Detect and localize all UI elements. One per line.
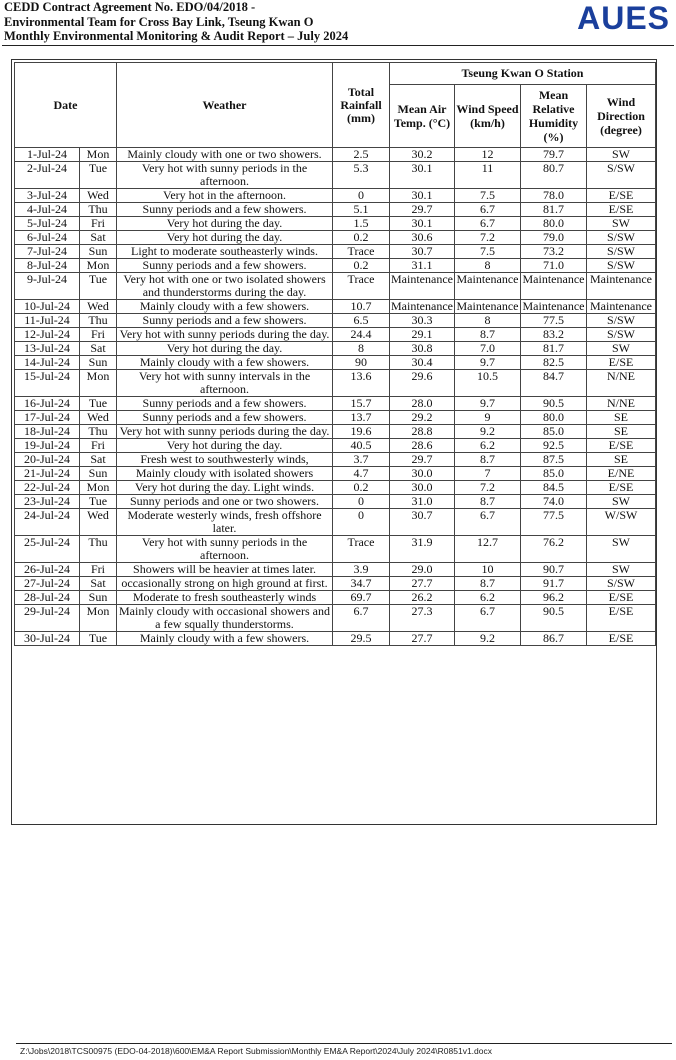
- table-row: [15, 411, 656, 425]
- wind-direction-cell: E/SE: [587, 356, 656, 370]
- day-cell: Mon: [80, 370, 117, 397]
- wind-speed-cell: 7.2: [455, 231, 521, 245]
- report-header: [4, 0, 444, 44]
- wind-direction-cell: N/NE: [587, 397, 656, 411]
- weather-cell: Very hot during the day. Light winds.: [117, 481, 333, 495]
- date-cell: 1-Jul-24: [15, 148, 80, 162]
- wind-speed-cell: 9.7: [455, 397, 521, 411]
- wind-speed-cell: 6.7: [455, 605, 521, 632]
- weather-cell: Mainly cloudy with a few showers.: [117, 300, 333, 314]
- header-date: Date: [15, 63, 117, 148]
- weather-cell: Sunny periods and one or two showers.: [117, 495, 333, 509]
- weather-cell: Very hot during the day.: [117, 439, 333, 453]
- rainfall-cell: 6.7: [333, 605, 390, 632]
- weather-cell: Moderate to fresh southeasterly winds: [117, 591, 333, 605]
- humidity-cell: 81.7: [521, 203, 587, 217]
- table-row: [15, 259, 656, 273]
- weather-cell: Very hot in the afternoon.: [117, 189, 333, 203]
- date-cell: 20-Jul-24: [15, 453, 80, 467]
- rainfall-cell: Trace: [333, 273, 390, 300]
- rainfall-cell: 90: [333, 356, 390, 370]
- weather-cell: Very hot with sunny periods in the afternoon.: [117, 162, 333, 189]
- weather-cell: Sunny periods and a few showers.: [117, 203, 333, 217]
- rainfall-cell: 4.7: [333, 467, 390, 481]
- wind-speed-cell: 7.5: [455, 245, 521, 259]
- header-wind-speed: Wind Speed (km/h): [455, 85, 521, 148]
- wind-direction-cell: SW: [587, 563, 656, 577]
- date-cell: 28-Jul-24: [15, 591, 80, 605]
- temp-cell: 29.7: [390, 453, 455, 467]
- rainfall-cell: 69.7: [333, 591, 390, 605]
- rainfall-cell: 0.2: [333, 259, 390, 273]
- rainfall-cell: 19.6: [333, 425, 390, 439]
- table-row: [15, 217, 656, 231]
- wind-speed-cell: 9: [455, 411, 521, 425]
- temp-cell: 30.0: [390, 467, 455, 481]
- wind-direction-cell: SW: [587, 536, 656, 563]
- weather-cell: Sunny periods and a few showers.: [117, 411, 333, 425]
- day-cell: Sun: [80, 591, 117, 605]
- date-cell: 11-Jul-24: [15, 314, 80, 328]
- humidity-cell: 80.0: [521, 217, 587, 231]
- humidity-cell: 79.0: [521, 231, 587, 245]
- wind-speed-cell: 12: [455, 148, 521, 162]
- date-cell: 2-Jul-24: [15, 162, 80, 189]
- wind-direction-cell: SE: [587, 425, 656, 439]
- weather-cell: Mainly cloudy with isolated showers: [117, 467, 333, 481]
- wind-speed-cell: 12.7: [455, 536, 521, 563]
- table-row: [15, 300, 656, 314]
- temp-cell: 31.0: [390, 495, 455, 509]
- date-cell: 26-Jul-24: [15, 563, 80, 577]
- wind-direction-cell: E/SE: [587, 591, 656, 605]
- rainfall-cell: 13.7: [333, 411, 390, 425]
- date-cell: 18-Jul-24: [15, 425, 80, 439]
- wind-speed-cell: 9.2: [455, 425, 521, 439]
- day-cell: Mon: [80, 148, 117, 162]
- table-row: [15, 605, 656, 632]
- weather-cell: Sunny periods and a few showers.: [117, 259, 333, 273]
- temp-cell: 29.6: [390, 370, 455, 397]
- wind-direction-cell: E/NE: [587, 467, 656, 481]
- header-humidity: Mean Relative Humidity (%): [521, 85, 587, 148]
- wind-direction-cell: S/SW: [587, 577, 656, 591]
- humidity-cell: 80.7: [521, 162, 587, 189]
- wind-direction-cell: E/SE: [587, 439, 656, 453]
- date-cell: 10-Jul-24: [15, 300, 80, 314]
- weather-cell: Very hot with sunny periods during the day.: [117, 328, 333, 342]
- table-row: [15, 439, 656, 453]
- table-row: [15, 189, 656, 203]
- temp-cell: 29.7: [390, 203, 455, 217]
- humidity-cell: 80.0: [521, 411, 587, 425]
- wind-direction-cell: SW: [587, 342, 656, 356]
- header-wind-direction: Wind Direction (degree): [587, 85, 656, 148]
- day-cell: Fri: [80, 217, 117, 231]
- header-weather: Weather: [117, 63, 333, 148]
- day-cell: Sun: [80, 356, 117, 370]
- day-cell: Fri: [80, 563, 117, 577]
- table-row: [15, 314, 656, 328]
- date-cell: 30-Jul-24: [15, 632, 80, 646]
- date-cell: 19-Jul-24: [15, 439, 80, 453]
- humidity-cell: 74.0: [521, 495, 587, 509]
- rainfall-cell: 3.9: [333, 563, 390, 577]
- weather-cell: Sunny periods and a few showers.: [117, 314, 333, 328]
- header-divider: [2, 45, 674, 46]
- table-row: [15, 536, 656, 563]
- wind-speed-cell: 8: [455, 259, 521, 273]
- date-cell: 29-Jul-24: [15, 605, 80, 632]
- rainfall-cell: Trace: [333, 245, 390, 259]
- humidity-cell: 81.7: [521, 342, 587, 356]
- weather-cell: Very hot during the day.: [117, 231, 333, 245]
- date-cell: 9-Jul-24: [15, 273, 80, 300]
- temp-cell: 27.7: [390, 632, 455, 646]
- weather-cell: Very hot during the day.: [117, 342, 333, 356]
- rainfall-cell: 5.1: [333, 203, 390, 217]
- date-cell: 22-Jul-24: [15, 481, 80, 495]
- date-cell: 7-Jul-24: [15, 245, 80, 259]
- weather-cell: Moderate westerly winds, fresh offshore later.: [117, 509, 333, 536]
- wind-speed-cell: 9.2: [455, 632, 521, 646]
- wind-speed-cell: 8.7: [455, 577, 521, 591]
- rainfall-cell: 6.5: [333, 314, 390, 328]
- day-cell: Wed: [80, 411, 117, 425]
- table-row: [15, 342, 656, 356]
- wind-direction-cell: S/SW: [587, 259, 656, 273]
- temp-cell: 31.1: [390, 259, 455, 273]
- wind-speed-cell: 7.2: [455, 481, 521, 495]
- weather-table: [14, 62, 656, 646]
- humidity-cell: 84.5: [521, 481, 587, 495]
- temp-cell: 30.7: [390, 245, 455, 259]
- table-row: [15, 148, 656, 162]
- rainfall-cell: 0: [333, 495, 390, 509]
- rainfall-cell: 0: [333, 509, 390, 536]
- weather-cell: Mainly cloudy with one or two showers.: [117, 148, 333, 162]
- day-cell: Sat: [80, 577, 117, 591]
- humidity-cell: 85.0: [521, 425, 587, 439]
- wind-speed-cell: 11: [455, 162, 521, 189]
- humidity-cell: 83.2: [521, 328, 587, 342]
- day-cell: Sat: [80, 231, 117, 245]
- day-cell: Sat: [80, 342, 117, 356]
- day-cell: Mon: [80, 605, 117, 632]
- wind-speed-cell: 10: [455, 563, 521, 577]
- weather-cell: Mainly cloudy with a few showers.: [117, 356, 333, 370]
- temp-cell: 30.0: [390, 481, 455, 495]
- wind-direction-cell: Maintenance: [587, 300, 656, 314]
- table-row: [15, 425, 656, 439]
- aues-logo: AUES: [577, 0, 670, 36]
- day-cell: Wed: [80, 300, 117, 314]
- wind-direction-cell: SW: [587, 495, 656, 509]
- wind-speed-cell: 8: [455, 314, 521, 328]
- weather-cell: Very hot with one or two isolated showers and thunderstorms during the day.: [117, 273, 333, 300]
- wind-direction-cell: E/SE: [587, 481, 656, 495]
- table-row: [15, 397, 656, 411]
- table-row: [15, 453, 656, 467]
- wind-speed-cell: 6.7: [455, 509, 521, 536]
- header-rainfall: Total Rainfall (mm): [333, 63, 390, 148]
- rainfall-cell: 0.2: [333, 231, 390, 245]
- table-row: [15, 591, 656, 605]
- date-cell: 4-Jul-24: [15, 203, 80, 217]
- rainfall-cell: 10.7: [333, 300, 390, 314]
- table-row: [15, 273, 656, 300]
- humidity-cell: 76.2: [521, 536, 587, 563]
- humidity-cell: 79.7: [521, 148, 587, 162]
- wind-speed-cell: 6.7: [455, 203, 521, 217]
- day-cell: Mon: [80, 481, 117, 495]
- wind-direction-cell: S/SW: [587, 328, 656, 342]
- date-cell: 16-Jul-24: [15, 397, 80, 411]
- day-cell: Tue: [80, 162, 117, 189]
- temp-cell: 30.8: [390, 342, 455, 356]
- day-cell: Thu: [80, 314, 117, 328]
- temp-cell: 30.1: [390, 162, 455, 189]
- date-cell: 25-Jul-24: [15, 536, 80, 563]
- header-temp: Mean Air Temp. (°C): [390, 85, 455, 148]
- rainfall-cell: Trace: [333, 536, 390, 563]
- temp-cell: Maintenance: [390, 273, 455, 300]
- rainfall-cell: 40.5: [333, 439, 390, 453]
- wind-direction-cell: S/SW: [587, 245, 656, 259]
- wind-direction-cell: SE: [587, 411, 656, 425]
- temp-cell: 30.1: [390, 189, 455, 203]
- wind-speed-cell: 8.7: [455, 495, 521, 509]
- day-cell: Wed: [80, 509, 117, 536]
- temp-cell: 30.3: [390, 314, 455, 328]
- table-row: [15, 481, 656, 495]
- wind-direction-cell: S/SW: [587, 314, 656, 328]
- humidity-cell: 92.5: [521, 439, 587, 453]
- day-cell: Thu: [80, 536, 117, 563]
- table-row: [15, 370, 656, 397]
- date-cell: 24-Jul-24: [15, 509, 80, 536]
- humidity-cell: 71.0: [521, 259, 587, 273]
- wind-speed-cell: 7: [455, 467, 521, 481]
- table-row: [15, 328, 656, 342]
- temp-cell: 30.7: [390, 509, 455, 536]
- humidity-cell: 78.0: [521, 189, 587, 203]
- date-cell: 21-Jul-24: [15, 467, 80, 481]
- table-row: [15, 495, 656, 509]
- date-cell: 14-Jul-24: [15, 356, 80, 370]
- footer-divider: [16, 1043, 672, 1044]
- humidity-cell: 90.5: [521, 605, 587, 632]
- temp-cell: 30.4: [390, 356, 455, 370]
- rainfall-cell: 0: [333, 189, 390, 203]
- file-path: Z:\Jobs\2018\TCS00975 (EDO-04-2018)\600\EM&A Report Submission\Monthly EM&A Report\2024\July 2024\R0851v1.docx: [20, 1046, 493, 1056]
- wind-direction-cell: S/SW: [587, 162, 656, 189]
- table-row: [15, 162, 656, 189]
- temp-cell: 30.1: [390, 217, 455, 231]
- humidity-cell: Maintenance: [521, 300, 587, 314]
- humidity-cell: 90.5: [521, 397, 587, 411]
- humidity-cell: 90.7: [521, 563, 587, 577]
- day-cell: Sun: [80, 467, 117, 481]
- temp-cell: 30.2: [390, 148, 455, 162]
- table-row: [15, 467, 656, 481]
- wind-speed-cell: 8.7: [455, 328, 521, 342]
- day-cell: Sun: [80, 245, 117, 259]
- date-cell: 5-Jul-24: [15, 217, 80, 231]
- date-cell: 17-Jul-24: [15, 411, 80, 425]
- header-station: Tseung Kwan O Station: [390, 63, 656, 85]
- wind-speed-cell: 7.0: [455, 342, 521, 356]
- date-cell: 3-Jul-24: [15, 189, 80, 203]
- rainfall-cell: 8: [333, 342, 390, 356]
- wind-direction-cell: Maintenance: [587, 273, 656, 300]
- rainfall-cell: 5.3: [333, 162, 390, 189]
- rainfall-cell: 15.7: [333, 397, 390, 411]
- wind-direction-cell: E/SE: [587, 189, 656, 203]
- weather-cell: Mainly cloudy with occasional showers and a few squally thunderstorms.: [117, 605, 333, 632]
- date-cell: 8-Jul-24: [15, 259, 80, 273]
- wind-speed-cell: 7.5: [455, 189, 521, 203]
- temp-cell: 29.1: [390, 328, 455, 342]
- wind-direction-cell: S/SW: [587, 231, 656, 245]
- temp-cell: 28.6: [390, 439, 455, 453]
- wind-speed-cell: 9.7: [455, 356, 521, 370]
- date-cell: 6-Jul-24: [15, 231, 80, 245]
- day-cell: Sat: [80, 453, 117, 467]
- temp-cell: 29.2: [390, 411, 455, 425]
- day-cell: Mon: [80, 259, 117, 273]
- table-row: [15, 245, 656, 259]
- humidity-cell: 96.2: [521, 591, 587, 605]
- wind-speed-cell: Maintenance: [455, 300, 521, 314]
- day-cell: Thu: [80, 203, 117, 217]
- date-cell: 15-Jul-24: [15, 370, 80, 397]
- day-cell: Tue: [80, 273, 117, 300]
- temp-cell: 28.0: [390, 397, 455, 411]
- humidity-cell: 77.5: [521, 509, 587, 536]
- header-line-2: Environmental Team for Cross Bay Link, Tseung Kwan O: [4, 14, 314, 29]
- day-cell: Fri: [80, 328, 117, 342]
- date-cell: 12-Jul-24: [15, 328, 80, 342]
- temp-cell: Maintenance: [391, 299, 453, 313]
- wind-direction-cell: E/SE: [587, 632, 656, 646]
- wind-direction-cell: E/SE: [587, 203, 656, 217]
- rainfall-cell: 29.5: [333, 632, 390, 646]
- date-cell: 13-Jul-24: [15, 342, 80, 356]
- wind-speed-cell: 6.2: [455, 439, 521, 453]
- table-row: [15, 509, 656, 536]
- weather-cell: Very hot with sunny intervals in the afternoon.: [117, 370, 333, 397]
- humidity-cell: Maintenance: [521, 273, 587, 300]
- weather-cell: Very hot with sunny periods during the day.: [117, 425, 333, 439]
- humidity-cell: 84.7: [521, 370, 587, 397]
- weather-cell: Fresh west to southwesterly winds,: [117, 453, 333, 467]
- weather-cell: Very hot with sunny periods in the afternoon.: [117, 536, 333, 563]
- weather-cell: occasionally strong on high ground at first.: [117, 577, 333, 591]
- temp-cell: 31.9: [390, 536, 455, 563]
- humidity-cell: 82.5: [521, 356, 587, 370]
- temp-cell: 29.0: [390, 563, 455, 577]
- header-line-3: Monthly Environmental Monitoring & Audit Report – July 2024: [4, 29, 349, 43]
- table-row: [15, 231, 656, 245]
- rainfall-cell: 24.4: [333, 328, 390, 342]
- day-cell: Tue: [80, 397, 117, 411]
- weather-cell: Very hot during the day.: [117, 217, 333, 231]
- weather-cell: Sunny periods and a few showers.: [117, 397, 333, 411]
- temp-cell: 27.7: [390, 577, 455, 591]
- rainfall-cell: 13.6: [333, 370, 390, 397]
- day-cell: Wed: [80, 189, 117, 203]
- humidity-cell: 77.5: [521, 314, 587, 328]
- day-cell: Thu: [80, 425, 117, 439]
- humidity-cell: 85.0: [521, 467, 587, 481]
- wind-speed-cell: 8.7: [455, 453, 521, 467]
- table-row: [15, 632, 656, 646]
- wind-direction-cell: W/SW: [587, 509, 656, 536]
- wind-speed-cell: 6.7: [455, 217, 521, 231]
- rainfall-cell: 3.7: [333, 453, 390, 467]
- wind-direction-cell: SE: [587, 453, 656, 467]
- header-line-1: CEDD Contract Agreement No. EDO/04/2018 -: [4, 0, 256, 14]
- date-cell: 23-Jul-24: [15, 495, 80, 509]
- temp-cell: 30.6: [390, 231, 455, 245]
- weather-cell: Mainly cloudy with a few showers.: [117, 632, 333, 646]
- humidity-cell: 87.5: [521, 453, 587, 467]
- temp-cell: 26.2: [390, 591, 455, 605]
- humidity-cell: 91.7: [521, 577, 587, 591]
- table-row: [15, 563, 656, 577]
- weather-cell: Showers will be heavier at times later.: [117, 563, 333, 577]
- rainfall-cell: 1.5: [333, 217, 390, 231]
- table-row: [15, 203, 656, 217]
- table-row: [15, 577, 656, 591]
- wind-direction-cell: N/NE: [587, 370, 656, 397]
- day-cell: Tue: [80, 632, 117, 646]
- humidity-cell: 73.2: [521, 245, 587, 259]
- temp-cell: 27.3: [390, 605, 455, 632]
- temp-cell: 28.8: [390, 425, 455, 439]
- wind-speed-cell: 6.2: [455, 591, 521, 605]
- day-cell: Tue: [80, 495, 117, 509]
- weather-cell: Light to moderate southeasterly winds.: [117, 245, 333, 259]
- day-cell: Fri: [80, 439, 117, 453]
- wind-direction-cell: SW: [587, 148, 656, 162]
- wind-speed-cell: Maintenance: [455, 273, 521, 300]
- rainfall-cell: 2.5: [333, 148, 390, 162]
- date-cell: 27-Jul-24: [15, 577, 80, 591]
- table-row: [15, 356, 656, 370]
- wind-speed-cell: 10.5: [455, 370, 521, 397]
- rainfall-cell: 34.7: [333, 577, 390, 591]
- rainfall-cell: 0.2: [333, 481, 390, 495]
- humidity-cell: 86.7: [521, 632, 587, 646]
- wind-direction-cell: SW: [587, 217, 656, 231]
- wind-direction-cell: E/SE: [587, 605, 656, 632]
